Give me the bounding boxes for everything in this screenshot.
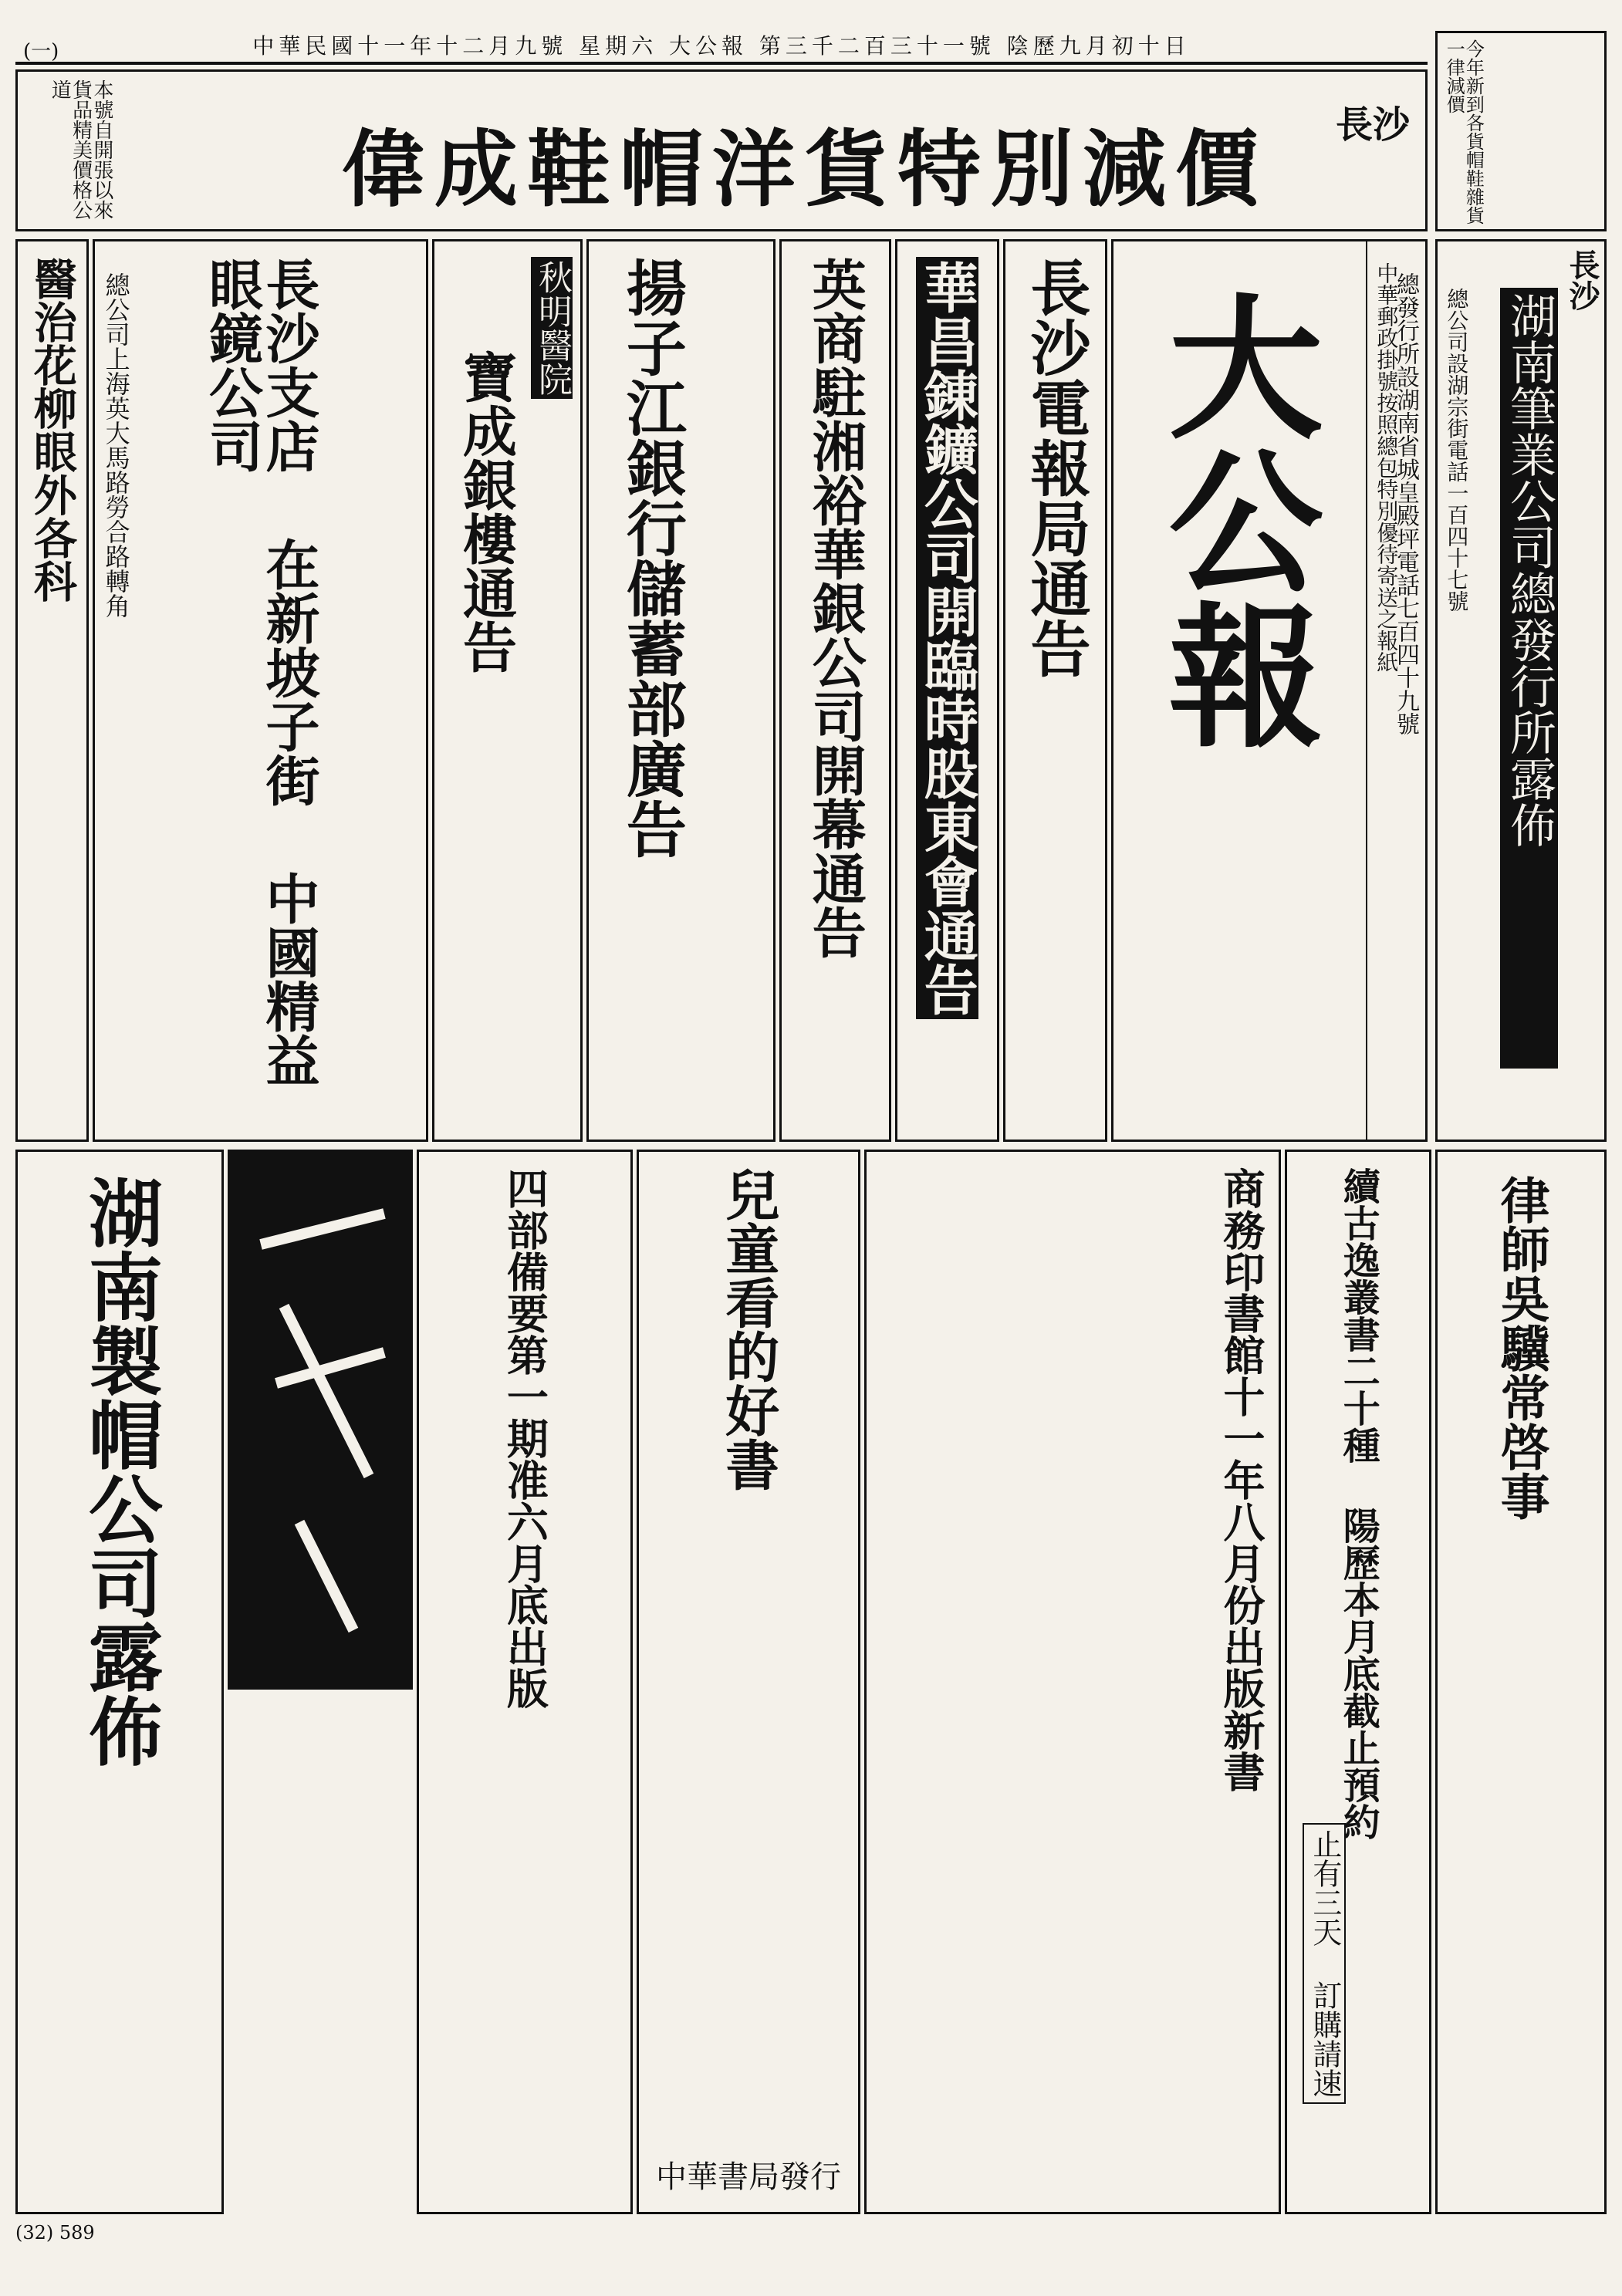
medical-notice xyxy=(15,239,89,1142)
children-books-ad xyxy=(637,1150,860,2214)
preorder-note: 止有三天 訂購請速 xyxy=(1303,1823,1346,2104)
top-ad-title: 偉成鞋帽洋貨特別減價 xyxy=(342,121,1269,218)
header-title: 中華民國十一年十二月九號 星期六 大公報 第三千二百三十一號 陰歷九月初十日 xyxy=(252,33,1191,59)
preorder-title: 續古逸叢書二十種 陽歷本月底截止預約 xyxy=(1336,1167,1380,1840)
masthead-office: 總發行所設湖南省城皇殿坪電話七百四十九號 xyxy=(1392,272,1419,735)
right-company-address: 總公司設湖宗街電話一百四十七號 xyxy=(1444,288,1470,612)
bank-title: 英商駐湘裕華銀公司開幕通告 xyxy=(803,257,868,959)
medical-title: 醫治花柳眼外各科 xyxy=(26,257,78,603)
image-ad xyxy=(228,1150,413,1690)
right-company-title: 湖南筆業公司總發行所露佈 xyxy=(1500,288,1558,1069)
optical-notice xyxy=(93,239,428,1142)
brush-art-icon xyxy=(230,1152,413,1690)
optical-hq: 總公司上海英大馬路勞合路轉角 xyxy=(101,272,131,618)
hat-company-title: 湖南製帽公司露佈 xyxy=(76,1175,164,1768)
page-footer: (32) 589 xyxy=(15,2222,95,2244)
right-top-note: 今年新到各貨帽鞋雜貨一律減價 xyxy=(1443,39,1485,225)
telegraph-notice xyxy=(1003,239,1107,1142)
books-series-title: 四部備要第一期准六月底出版 xyxy=(500,1167,550,1709)
header-bar xyxy=(15,31,1428,65)
clinic-title: 秋明醫院 xyxy=(531,257,573,399)
top-ad-place: 長沙 xyxy=(1335,103,1410,147)
right-company xyxy=(1435,239,1607,1142)
newspaper-page xyxy=(15,31,1607,2245)
right-column xyxy=(1435,31,1607,231)
mining-notice xyxy=(895,239,999,1142)
page-marker: (一) xyxy=(23,40,59,63)
savings-title: 揚子江銀行儲蓄部廣告 xyxy=(616,257,687,859)
preorder-ad xyxy=(1285,1150,1431,2214)
optical-title: 長沙支店 在新坡子街 中國精益眼鏡公司 xyxy=(200,257,321,1087)
lawyer-title: 律師吳驥常啓事 xyxy=(1492,1175,1550,1521)
commercial-press-ad xyxy=(864,1150,1281,2214)
mining-title: 華昌錬鑛公司開臨時股東會通告 xyxy=(916,257,979,1019)
publisher-footer: 中華書局發行 xyxy=(656,2159,841,2195)
children-books-title: 兒童看的好書 xyxy=(716,1167,781,1491)
postal-text: 中華郵政掛號按照總包特別優待寄送之報紙 xyxy=(1374,262,1400,673)
hat-company-ad xyxy=(15,1150,224,2214)
lawyer-notice xyxy=(1435,1150,1607,2214)
top-ad xyxy=(15,69,1428,231)
masthead-title: 大公報 xyxy=(1143,288,1324,751)
silver-title: 寶成銀樓通告 xyxy=(454,349,519,674)
postal-note xyxy=(1366,239,1428,1142)
top-ad-note: 本號自開張以來貨品精美價格公道 xyxy=(48,79,113,220)
commercial-press-title: 商務印書館十一年八月份出版新書 xyxy=(1217,1167,1266,1792)
savings-notice xyxy=(586,239,776,1142)
books-series-ad xyxy=(417,1150,633,2214)
silver-notice xyxy=(432,239,583,1142)
telegraph-title: 長沙電報局通告 xyxy=(1020,257,1091,678)
right-company-place: 長沙 xyxy=(1564,249,1600,311)
bank-notice xyxy=(779,239,891,1142)
